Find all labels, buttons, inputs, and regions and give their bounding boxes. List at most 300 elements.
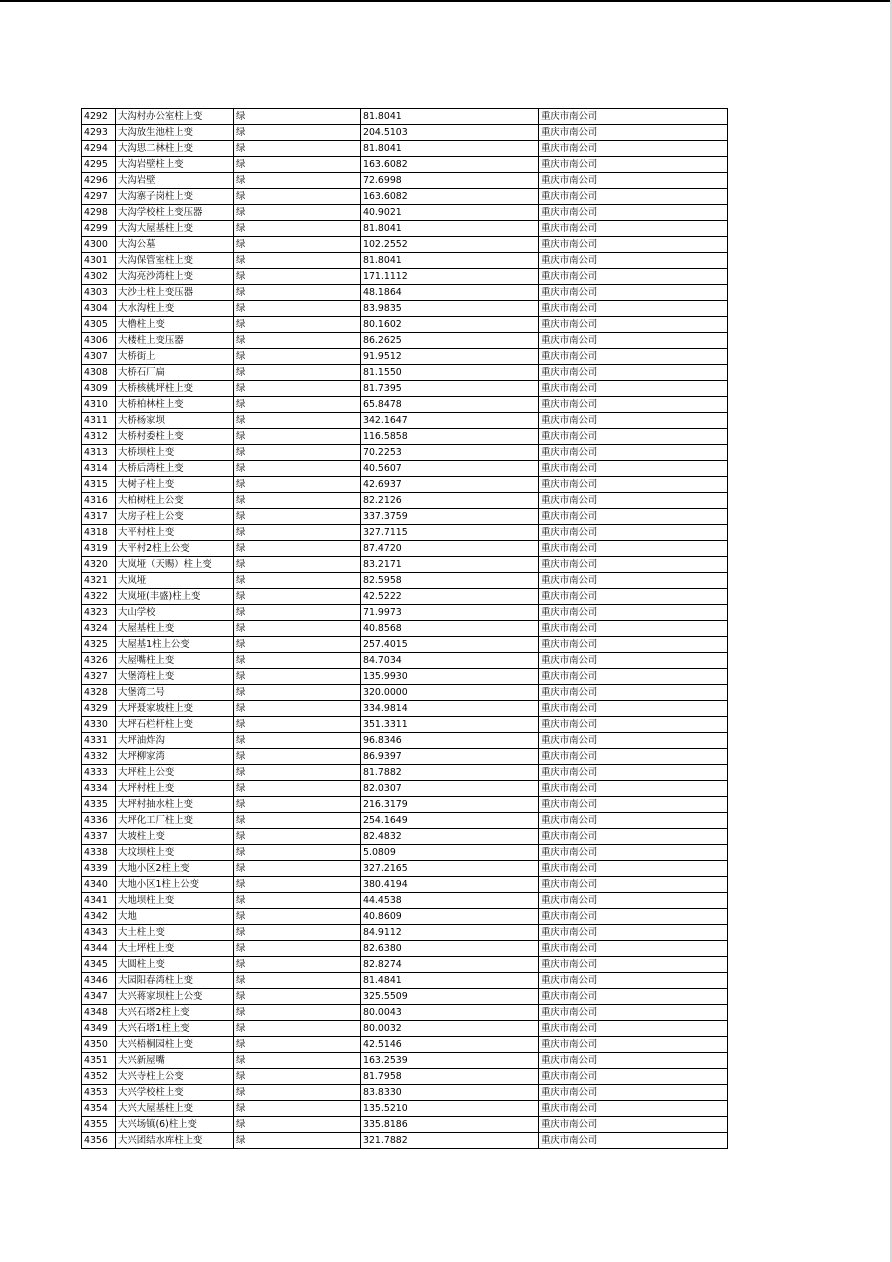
cell-color: 绿 <box>234 957 361 973</box>
cell-name: 大橹柱上变 <box>116 317 234 333</box>
cell-color: 绿 <box>234 765 361 781</box>
cell-id: 4338 <box>82 845 116 861</box>
cell-company: 重庆市南公司 <box>539 413 728 429</box>
cell-color: 绿 <box>234 557 361 573</box>
cell-value: 81.7958 <box>361 1069 539 1085</box>
cell-id: 4342 <box>82 909 116 925</box>
cell-id: 4297 <box>82 189 116 205</box>
cell-company: 重庆市南公司 <box>539 765 728 781</box>
cell-name: 大地小区1柱上公变 <box>116 877 234 893</box>
cell-color: 绿 <box>234 653 361 669</box>
cell-value: 204.5103 <box>361 125 539 141</box>
table-row <box>82 621 728 637</box>
cell-id: 4309 <box>82 381 116 397</box>
cell-color: 绿 <box>234 685 361 701</box>
cell-company: 重庆市南公司 <box>539 221 728 237</box>
cell-company: 重庆市南公司 <box>539 237 728 253</box>
cell-company: 重庆市南公司 <box>539 1005 728 1021</box>
cell-value: 81.1550 <box>361 365 539 381</box>
cell-id: 4352 <box>82 1069 116 1085</box>
cell-name: 大兴新屋嘴 <box>116 1053 234 1069</box>
table-row <box>82 525 728 541</box>
cell-value: 327.2165 <box>361 861 539 877</box>
cell-id: 4320 <box>82 557 116 573</box>
cell-value: 257.4015 <box>361 637 539 653</box>
cell-id: 4349 <box>82 1021 116 1037</box>
cell-name: 大地坝柱上变 <box>116 893 234 909</box>
cell-value: 81.7395 <box>361 381 539 397</box>
cell-id: 4329 <box>82 701 116 717</box>
cell-color: 绿 <box>234 861 361 877</box>
cell-id: 4354 <box>82 1101 116 1117</box>
cell-company: 重庆市南公司 <box>539 605 728 621</box>
cell-company: 重庆市南公司 <box>539 685 728 701</box>
cell-company: 重庆市南公司 <box>539 813 728 829</box>
cell-id: 4306 <box>82 333 116 349</box>
cell-id: 4348 <box>82 1005 116 1021</box>
table-row <box>82 1101 728 1117</box>
table-row <box>82 509 728 525</box>
cell-id: 4315 <box>82 477 116 493</box>
cell-id: 4351 <box>82 1053 116 1069</box>
table-row <box>82 157 728 173</box>
cell-name: 大坪村柱上变 <box>116 781 234 797</box>
cell-id: 4311 <box>82 413 116 429</box>
cell-company: 重庆市南公司 <box>539 109 728 125</box>
cell-name: 大土柱上变 <box>116 925 234 941</box>
cell-color: 绿 <box>234 493 361 509</box>
table-row <box>82 205 728 221</box>
cell-value: 81.8041 <box>361 141 539 157</box>
cell-id: 4331 <box>82 733 116 749</box>
cell-value: 84.7034 <box>361 653 539 669</box>
cell-name: 大兴学校柱上变 <box>116 1085 234 1101</box>
cell-value: 327.7115 <box>361 525 539 541</box>
cell-id: 4339 <box>82 861 116 877</box>
cell-color: 绿 <box>234 125 361 141</box>
cell-value: 135.9930 <box>361 669 539 685</box>
cell-id: 4292 <box>82 109 116 125</box>
table-row <box>82 685 728 701</box>
cell-value: 83.8330 <box>361 1085 539 1101</box>
cell-color: 绿 <box>234 925 361 941</box>
cell-name: 大水沟柱上变 <box>116 301 234 317</box>
cell-color: 绿 <box>234 781 361 797</box>
cell-id: 4341 <box>82 893 116 909</box>
cell-company: 重庆市南公司 <box>539 845 728 861</box>
cell-color: 绿 <box>234 221 361 237</box>
cell-name: 大兴团结水库柱上变 <box>116 1133 234 1149</box>
cell-company: 重庆市南公司 <box>539 301 728 317</box>
cell-color: 绿 <box>234 1133 361 1149</box>
cell-color: 绿 <box>234 1117 361 1133</box>
cell-name: 大沟思二林柱上变 <box>116 141 234 157</box>
cell-name: 大兴石塔2柱上变 <box>116 1005 234 1021</box>
cell-color: 绿 <box>234 413 361 429</box>
cell-value: 96.8346 <box>361 733 539 749</box>
table-row <box>82 765 728 781</box>
cell-value: 40.8609 <box>361 909 539 925</box>
cell-company: 重庆市南公司 <box>539 749 728 765</box>
cell-color: 绿 <box>234 109 361 125</box>
cell-name: 大岚垭(丰盛)柱上变 <box>116 589 234 605</box>
cell-color: 绿 <box>234 989 361 1005</box>
cell-name: 大兴大屋基柱上变 <box>116 1101 234 1117</box>
table-row <box>82 941 728 957</box>
cell-name: 大沟寨子岗柱上变 <box>116 189 234 205</box>
cell-color: 绿 <box>234 941 361 957</box>
cell-name: 大屋嘴柱上变 <box>116 653 234 669</box>
cell-value: 5.0809 <box>361 845 539 861</box>
table-row <box>82 701 728 717</box>
cell-value: 81.8041 <box>361 221 539 237</box>
cell-value: 86.2625 <box>361 333 539 349</box>
cell-id: 4332 <box>82 749 116 765</box>
cell-value: 163.2539 <box>361 1053 539 1069</box>
table-row <box>82 829 728 845</box>
cell-company: 重庆市南公司 <box>539 1053 728 1069</box>
cell-color: 绿 <box>234 589 361 605</box>
cell-company: 重庆市南公司 <box>539 509 728 525</box>
cell-id: 4350 <box>82 1037 116 1053</box>
cell-color: 绿 <box>234 205 361 221</box>
cell-value: 82.6380 <box>361 941 539 957</box>
cell-company: 重庆市南公司 <box>539 893 728 909</box>
table-row <box>82 333 728 349</box>
cell-value: 80.0032 <box>361 1021 539 1037</box>
cell-company: 重庆市南公司 <box>539 781 728 797</box>
cell-color: 绿 <box>234 573 361 589</box>
cell-color: 绿 <box>234 429 361 445</box>
cell-company: 重庆市南公司 <box>539 653 728 669</box>
cell-company: 重庆市南公司 <box>539 253 728 269</box>
cell-name: 大沟学校柱上变压器 <box>116 205 234 221</box>
cell-value: 342.1647 <box>361 413 539 429</box>
table-row <box>82 589 728 605</box>
cell-value: 380.4194 <box>361 877 539 893</box>
cell-id: 4317 <box>82 509 116 525</box>
cell-color: 绿 <box>234 909 361 925</box>
cell-company: 重庆市南公司 <box>539 573 728 589</box>
table-row <box>82 381 728 397</box>
cell-color: 绿 <box>234 397 361 413</box>
cell-value: 216.3179 <box>361 797 539 813</box>
table-row <box>82 173 728 189</box>
cell-color: 绿 <box>234 797 361 813</box>
cell-id: 4323 <box>82 605 116 621</box>
cell-id: 4355 <box>82 1117 116 1133</box>
cell-value: 83.9835 <box>361 301 539 317</box>
cell-name: 大桥坝柱上变 <box>116 445 234 461</box>
cell-name: 大沟亮沙湾柱上变 <box>116 269 234 285</box>
cell-value: 42.5222 <box>361 589 539 605</box>
cell-id: 4319 <box>82 541 116 557</box>
cell-value: 81.7882 <box>361 765 539 781</box>
cell-id: 4298 <box>82 205 116 221</box>
table-row <box>82 1021 728 1037</box>
cell-value: 116.5858 <box>361 429 539 445</box>
cell-company: 重庆市南公司 <box>539 317 728 333</box>
cell-color: 绿 <box>234 813 361 829</box>
cell-value: 337.3759 <box>361 509 539 525</box>
cell-id: 4307 <box>82 349 116 365</box>
table-row <box>82 781 728 797</box>
cell-value: 351.3311 <box>361 717 539 733</box>
cell-company: 重庆市南公司 <box>539 525 728 541</box>
cell-company: 重庆市南公司 <box>539 909 728 925</box>
cell-name: 大坪柱上公变 <box>116 765 234 781</box>
cell-id: 4347 <box>82 989 116 1005</box>
table-row <box>82 845 728 861</box>
cell-company: 重庆市南公司 <box>539 669 728 685</box>
table-row <box>82 141 728 157</box>
cell-name: 大坪油炸沟 <box>116 733 234 749</box>
cell-color: 绿 <box>234 845 361 861</box>
cell-id: 4304 <box>82 301 116 317</box>
table-row <box>82 909 728 925</box>
cell-id: 4314 <box>82 461 116 477</box>
cell-company: 重庆市南公司 <box>539 365 728 381</box>
cell-color: 绿 <box>234 829 361 845</box>
cell-id: 4324 <box>82 621 116 637</box>
cell-company: 重庆市南公司 <box>539 397 728 413</box>
cell-id: 4299 <box>82 221 116 237</box>
cell-color: 绿 <box>234 381 361 397</box>
cell-company: 重庆市南公司 <box>539 925 728 941</box>
cell-id: 4301 <box>82 253 116 269</box>
table-row <box>82 397 728 413</box>
table-row <box>82 237 728 253</box>
cell-company: 重庆市南公司 <box>539 989 728 1005</box>
cell-value: 40.8568 <box>361 621 539 637</box>
cell-value: 42.6937 <box>361 477 539 493</box>
table-row <box>82 861 728 877</box>
cell-company: 重庆市南公司 <box>539 1069 728 1085</box>
cell-value: 321.7882 <box>361 1133 539 1149</box>
cell-company: 重庆市南公司 <box>539 941 728 957</box>
cell-name: 大岚垭 <box>116 573 234 589</box>
table-row <box>82 1133 728 1149</box>
cell-name: 大岚垭（天赐）柱上变 <box>116 557 234 573</box>
cell-name: 大兴石塔1柱上变 <box>116 1021 234 1037</box>
cell-id: 4305 <box>82 317 116 333</box>
cell-color: 绿 <box>234 461 361 477</box>
cell-name: 大堡湾柱上变 <box>116 669 234 685</box>
table-row <box>82 365 728 381</box>
table-row <box>82 557 728 573</box>
table-row <box>82 605 728 621</box>
table-row <box>82 285 728 301</box>
cell-color: 绿 <box>234 269 361 285</box>
cell-company: 重庆市南公司 <box>539 445 728 461</box>
cell-color: 绿 <box>234 1021 361 1037</box>
table-row <box>82 717 728 733</box>
cell-value: 163.6082 <box>361 189 539 205</box>
cell-id: 4336 <box>82 813 116 829</box>
table-row <box>82 477 728 493</box>
cell-id: 4321 <box>82 573 116 589</box>
cell-id: 4353 <box>82 1085 116 1101</box>
cell-id: 4346 <box>82 973 116 989</box>
cell-value: 320.0000 <box>361 685 539 701</box>
cell-color: 绿 <box>234 1069 361 1085</box>
cell-id: 4326 <box>82 653 116 669</box>
cell-name: 大树子柱上变 <box>116 477 234 493</box>
cell-value: 335.8186 <box>361 1117 539 1133</box>
table-row <box>82 461 728 477</box>
cell-value: 163.6082 <box>361 157 539 173</box>
cell-company: 重庆市南公司 <box>539 973 728 989</box>
cell-value: 82.2126 <box>361 493 539 509</box>
cell-company: 重庆市南公司 <box>539 541 728 557</box>
cell-value: 80.1602 <box>361 317 539 333</box>
cell-company: 重庆市南公司 <box>539 701 728 717</box>
cell-company: 重庆市南公司 <box>539 285 728 301</box>
cell-id: 4296 <box>82 173 116 189</box>
cell-company: 重庆市南公司 <box>539 429 728 445</box>
table-row <box>82 669 728 685</box>
cell-company: 重庆市南公司 <box>539 493 728 509</box>
table-row <box>82 925 728 941</box>
cell-name: 大沟岩壁 <box>116 173 234 189</box>
cell-name: 大圆柱上变 <box>116 957 234 973</box>
cell-name: 大沟大屋基柱上变 <box>116 221 234 237</box>
cell-name: 大桥石厂扁 <box>116 365 234 381</box>
cell-id: 4303 <box>82 285 116 301</box>
table-row <box>82 349 728 365</box>
cell-name: 大地 <box>116 909 234 925</box>
cell-value: 84.9112 <box>361 925 539 941</box>
table-row <box>82 797 728 813</box>
cell-company: 重庆市南公司 <box>539 1117 728 1133</box>
cell-company: 重庆市南公司 <box>539 797 728 813</box>
cell-name: 大坪村抽水柱上变 <box>116 797 234 813</box>
cell-value: 72.6998 <box>361 173 539 189</box>
table-row <box>82 1005 728 1021</box>
cell-value: 83.2171 <box>361 557 539 573</box>
cell-name: 大兴蒋家坝柱上公变 <box>116 989 234 1005</box>
cell-name: 大兴场镇(6)柱上变 <box>116 1117 234 1133</box>
cell-color: 绿 <box>234 701 361 717</box>
table-row <box>82 221 728 237</box>
table-row <box>82 189 728 205</box>
cell-color: 绿 <box>234 477 361 493</box>
table-row <box>82 957 728 973</box>
cell-company: 重庆市南公司 <box>539 717 728 733</box>
cell-name: 大房子柱上公变 <box>116 509 234 525</box>
cell-name: 大坟坝柱上变 <box>116 845 234 861</box>
cell-id: 4330 <box>82 717 116 733</box>
cell-value: 40.9021 <box>361 205 539 221</box>
cell-value: 171.1112 <box>361 269 539 285</box>
table-row <box>82 573 728 589</box>
table-row <box>82 429 728 445</box>
cell-value: 44.4538 <box>361 893 539 909</box>
cell-color: 绿 <box>234 749 361 765</box>
table-body <box>82 109 728 1149</box>
cell-id: 4294 <box>82 141 116 157</box>
cell-value: 87.4720 <box>361 541 539 557</box>
table-row <box>82 493 728 509</box>
cell-company: 重庆市南公司 <box>539 1133 728 1149</box>
cell-name: 大坪聂家坡柱上变 <box>116 701 234 717</box>
cell-company: 重庆市南公司 <box>539 637 728 653</box>
cell-id: 4343 <box>82 925 116 941</box>
table-row <box>82 893 728 909</box>
cell-company: 重庆市南公司 <box>539 1101 728 1117</box>
cell-company: 重庆市南公司 <box>539 269 728 285</box>
cell-name: 大平村2柱上公变 <box>116 541 234 557</box>
cell-value: 82.4832 <box>361 829 539 845</box>
cell-id: 4334 <box>82 781 116 797</box>
cell-color: 绿 <box>234 253 361 269</box>
cell-color: 绿 <box>234 317 361 333</box>
cell-id: 4313 <box>82 445 116 461</box>
table-row <box>82 1069 728 1085</box>
cell-name: 大兴梧桐园柱上变 <box>116 1037 234 1053</box>
cell-id: 4300 <box>82 237 116 253</box>
cell-company: 重庆市南公司 <box>539 1021 728 1037</box>
cell-company: 重庆市南公司 <box>539 333 728 349</box>
table-row <box>82 1085 728 1101</box>
cell-color: 绿 <box>234 509 361 525</box>
cell-company: 重庆市南公司 <box>539 957 728 973</box>
table-row <box>82 1037 728 1053</box>
table-row <box>82 317 728 333</box>
cell-id: 4344 <box>82 941 116 957</box>
table-row <box>82 253 728 269</box>
cell-id: 4356 <box>82 1133 116 1149</box>
page-top-border <box>0 0 892 2</box>
cell-color: 绿 <box>234 301 361 317</box>
cell-name: 大沟保管室柱上变 <box>116 253 234 269</box>
table-row <box>82 733 728 749</box>
cell-color: 绿 <box>234 733 361 749</box>
cell-value: 81.4841 <box>361 973 539 989</box>
cell-company: 重庆市南公司 <box>539 157 728 173</box>
table-row <box>82 1117 728 1133</box>
cell-company: 重庆市南公司 <box>539 829 728 845</box>
cell-color: 绿 <box>234 1053 361 1069</box>
cell-id: 4335 <box>82 797 116 813</box>
cell-color: 绿 <box>234 1005 361 1021</box>
cell-id: 4310 <box>82 397 116 413</box>
cell-company: 重庆市南公司 <box>539 461 728 477</box>
cell-color: 绿 <box>234 333 361 349</box>
cell-id: 4308 <box>82 365 116 381</box>
cell-color: 绿 <box>234 877 361 893</box>
cell-company: 重庆市南公司 <box>539 557 728 573</box>
cell-color: 绿 <box>234 541 361 557</box>
cell-name: 大沟村办公室柱上变 <box>116 109 234 125</box>
cell-value: 91.9512 <box>361 349 539 365</box>
cell-color: 绿 <box>234 605 361 621</box>
cell-name: 大土坪柱上变 <box>116 941 234 957</box>
cell-name: 大桥核桃坪柱上变 <box>116 381 234 397</box>
cell-color: 绿 <box>234 349 361 365</box>
cell-value: 42.5146 <box>361 1037 539 1053</box>
cell-name: 大沟公墓 <box>116 237 234 253</box>
cell-id: 4337 <box>82 829 116 845</box>
table-row <box>82 653 728 669</box>
cell-name: 大楼柱上变压器 <box>116 333 234 349</box>
cell-id: 4318 <box>82 525 116 541</box>
cell-company: 重庆市南公司 <box>539 141 728 157</box>
cell-name: 大山学校 <box>116 605 234 621</box>
cell-company: 重庆市南公司 <box>539 1085 728 1101</box>
table-row <box>82 877 728 893</box>
cell-value: 81.8041 <box>361 253 539 269</box>
